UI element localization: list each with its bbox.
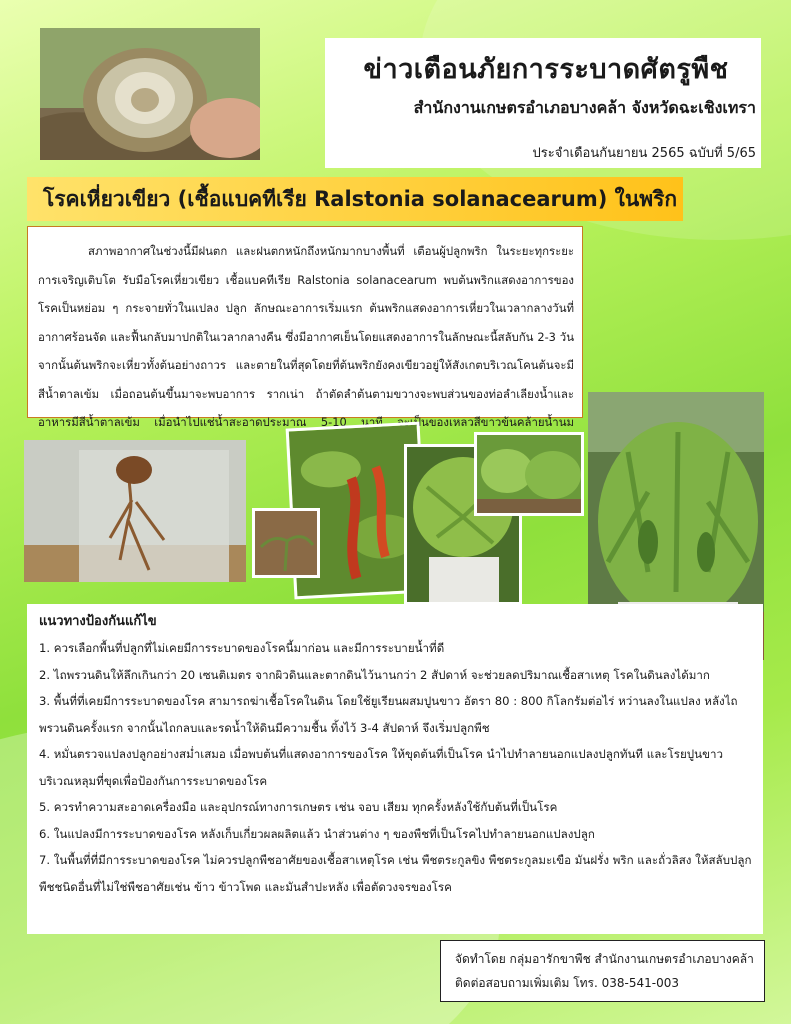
description-text: สภาพอากาศในช่วงนี้มีฝนตก และฝนตกหนักถึงหนักมากบางพื้นที่ เตือนผู้ปลูกพริก ในระยะทุกระยะการเจริญเติบโต รับมือโรคเหี่ยวเขียว เชื้อแบคทีเรีย Ralstonia solanacearum พบต้นพริกแสดงอาการของโรคเป็นหย่อม ๆ กระจายทั่วในแปลง ปลูก ลักษณะอาการเริ่มแรก ต้นพริกแสดงอาการเหี่ยวในเวลากลางวันที่อากาศร้อนจัด และฟื้นกลับมาปกติในเวลากลางคืน ซึ่งมีอากาศเย็นโดยแสดงอาการในลักษณะนี้สลับกัน 2-3 วัน จากนั้นต้นพริกจะเหี่ยวทั้งต้นอย่างถาวร และตายในที่สุดโดยที่ต้นพริกยังคงเขียวอยู่ให้สังเกตบริเวณโคนต้นจะมีสีน้ำตาลเข้ม เมื่อถอนต้นขึ้นมาจะพบอาการ รากเน่า ถ้าตัดลำต้นตามขวางจะพบส่วนของท่อลำเลียงน้ำและอาหารมีสีน้ำตาลเข้ม เมื่อนำไปแช่น้ำสะอาดประมาณ 5-10 นาที จะเป็นของเหลวสีขาวข้นคล้ายน้ำนม [38,244,574,429]
wilted-seedling-photo [252,508,320,578]
disease-banner [27,177,683,221]
stem-cross-section-photo [40,28,260,160]
credit-producer: จัดทำโดย กลุ่มอารักขาพืช สำนักงานเกษตรอำเภอบางคล้า [455,952,754,966]
prevention-item: 6. ในแปลงมีการระบาดของโรค หลังเก็บเกี่ยวผลผลิตแล้ว นำส่วนต่าง ๆ ของพืชที่เป็นโรคไปทำลายนอกแปลงปลูก [39,826,595,841]
prevention-heading: แนวทางป้องกันแก้ไข [39,614,157,629]
disease-title: โรคเหี่ยวเขียว (เชื้อแบคทีเรีย Ralstonia solanacearum) ในพริก [43,186,678,211]
prevention-item: 4. หมั่นตรวจแปลงปลูกอย่างสม่ำเสมอ เมื่อพบต้นที่แสดงอาการของโรค ให้ขุดต้นที่เป็นโรค นำไปทำลายนอกแปลงปลูกทันที และโรยปูนขาวบริเวณหลุมที่ขุดเพื่อป้องกันการระบาดของโรค [39,747,724,788]
office-name: สำนักงานเกษตรอำเภอบางคล้า จังหวัดฉะเชิงเทรา [413,98,756,117]
description-box [27,226,583,429]
prevention-item: 3. พื้นที่ที่เคยมีการระบาดของโรค สามารถฆ่าเชื้อโรคในดิน โดยใช้ยูเรียนผสมปูนขาว อัตรา 80 : 800 กิโลกรัมต่อไร่ หว่านลงในแปลง หลังไถพรวนดินครั้งแรก จากนั้นไถกลบและรดน้ำให้ดินมีความชื้น ทิ้งไว้ 3-4 สัปดาห์ จึงเริ่มปลูกพืช [39,694,738,735]
prevention-item: 5. ควรทำความสะอาดเครื่องมือ และอุปกรณ์ทางการเกษตร เช่น จอบ เสียม ทุกครั้งหลังใช้กับต้นที่เป็นโรค [39,800,558,814]
prevention-item: 2. ไถพรวนดินให้ลึกเกินกว่า 20 เซนติเมตร จากผิวดินและตากดินไว้นานกว่า 2 สัปดาห์ จะช่วยลดปริมาณเชื้อสาเหตุ โรคในดินลงได้มาก [39,667,710,682]
prevention-box [27,604,763,934]
credit-box [440,940,765,1002]
prevention-item: 1. ควรเลือกพื้นที่ปลูกที่ไม่เคยมีการระบาดของโรคนี้มาก่อน และมีการระบายน้ำที่ดี [39,641,445,655]
prevention-item: 7. ในพื้นที่ที่มีการระบาดของโรค ไม่ควรปลูกพืชอาศัยของเชื้อสาเหตุโรค เช่น พืชตระกูลขิง พืชตระกูลมะเขือ มันฝรั่ง พริก และถั่วลิสง ให้สลับปลูกพืชชนิดอื่นที่ไม่ใช่พืชอาศัยเช่น ข้าว ข้าวโพด และมันสำปะหลัง เพื่อตัดวงจรของโรค [39,853,752,894]
issue-info: ประจำเดือนกันยายน 2565 ฉบับที่ 5/65 [532,146,756,161]
root-ooze-photo [24,440,246,582]
page-title: ข่าวเตือนภัยการระบาดศัตรูพืช [363,54,729,85]
credit-contact: ติดต่อสอบถามเพิ่มเติม โทร. 038-541-003 [455,976,679,990]
field-photo [474,432,584,516]
